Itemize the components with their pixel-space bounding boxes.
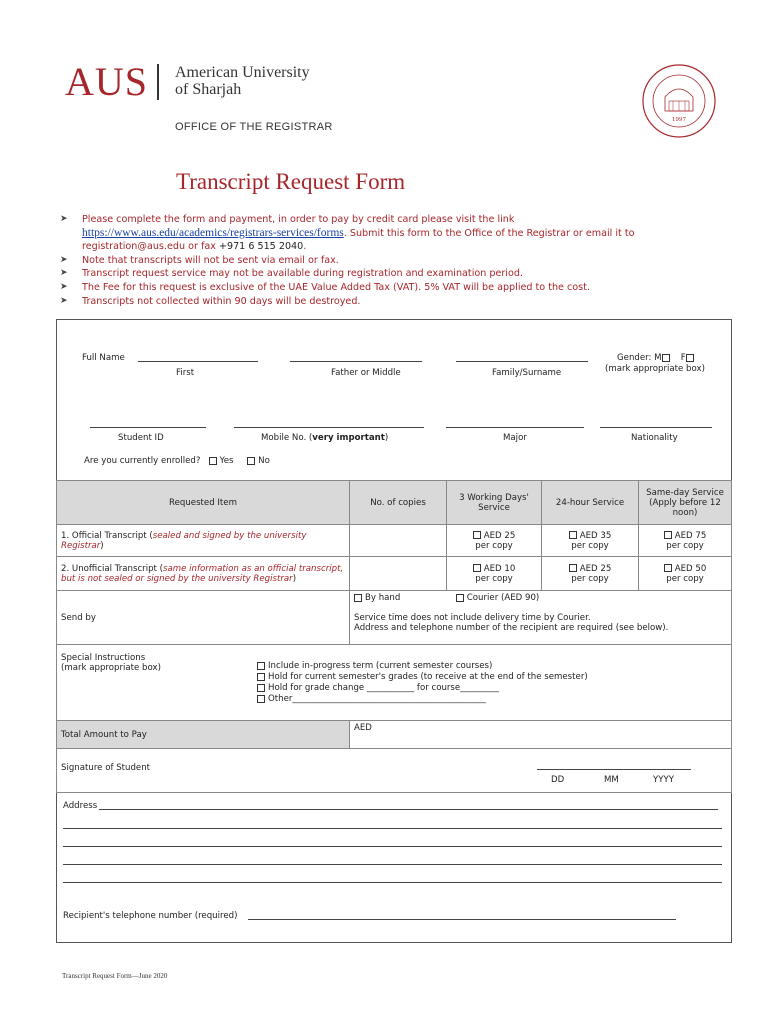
signature-row bbox=[57, 749, 732, 793]
option-label: Hold for grade change ___________ for course_________ bbox=[268, 683, 499, 693]
office-label: OFFICE OF THE REGISTRAR bbox=[175, 121, 333, 133]
special-options bbox=[257, 661, 588, 705]
aus-logo-text: AUS bbox=[65, 59, 149, 104]
arrow-bullet-icon: ➤ bbox=[60, 268, 68, 279]
option-in-progress[interactable] bbox=[257, 661, 588, 672]
address-field[interactable] bbox=[99, 809, 718, 810]
row-label: ) bbox=[100, 540, 104, 551]
major-field[interactable] bbox=[446, 427, 584, 428]
row-label: ) bbox=[292, 573, 297, 584]
send-note: Service time does not include delivery time by Courier. bbox=[354, 613, 591, 623]
date-field[interactable] bbox=[537, 769, 691, 770]
unofficial-24h-option[interactable] bbox=[542, 557, 639, 591]
header-same-day: Same-day Service (Apply before 12 noon) bbox=[639, 481, 732, 525]
send-by-label: Send by bbox=[57, 591, 350, 645]
total-row bbox=[57, 721, 732, 749]
send-by-row bbox=[57, 591, 732, 645]
checkbox[interactable] bbox=[473, 564, 481, 572]
unofficial-3day-option[interactable] bbox=[447, 557, 542, 591]
male-checkbox[interactable] bbox=[662, 354, 670, 362]
student-id-field[interactable] bbox=[90, 427, 206, 428]
checkbox[interactable] bbox=[664, 531, 672, 539]
address-line[interactable] bbox=[63, 828, 722, 829]
price: AED 10 bbox=[483, 563, 516, 574]
arrow-bullet-icon: ➤ bbox=[60, 281, 68, 292]
option-other[interactable] bbox=[257, 694, 588, 705]
instruction-item bbox=[60, 213, 720, 254]
university-seal-icon bbox=[641, 63, 717, 139]
mobile-field[interactable] bbox=[234, 427, 424, 428]
price: AED 75 bbox=[674, 530, 707, 541]
checkbox[interactable] bbox=[473, 531, 481, 539]
send-by-options bbox=[350, 591, 732, 645]
checkbox[interactable] bbox=[257, 673, 265, 681]
surname-field[interactable] bbox=[456, 361, 588, 362]
option-label: Include in-progress term (current semester courses) bbox=[268, 661, 493, 671]
arrow-bullet-icon: ➤ bbox=[60, 214, 68, 224]
instruction-text: Transcript request service may not be available during registration and examination period. bbox=[82, 268, 523, 280]
by-hand-label: By hand bbox=[365, 593, 401, 603]
courier-label: Courier (AED 90) bbox=[466, 593, 540, 603]
instruction-text: . Submit this form to the Office of the Registrar or email it to bbox=[343, 227, 635, 239]
first-name-field[interactable] bbox=[138, 361, 258, 362]
unofficial-copies-input[interactable] bbox=[350, 557, 447, 591]
option-label: Other_____________________________________________ bbox=[268, 694, 486, 704]
address-line[interactable] bbox=[63, 882, 722, 883]
instruction-text: registration@aus.edu or fax bbox=[82, 241, 219, 253]
checkbox[interactable] bbox=[569, 564, 577, 572]
header-copies: No. of copies bbox=[350, 481, 447, 525]
per-copy: per copy bbox=[571, 540, 609, 551]
instruction-text: . bbox=[303, 241, 307, 253]
instruction-text: Note that transcripts will not be sent via email or fax. bbox=[82, 254, 339, 266]
forms-link[interactable]: https://www.aus.edu/academics/registrars-services/forms bbox=[82, 226, 344, 239]
instruction-item bbox=[60, 254, 720, 268]
option-hold-grades[interactable] bbox=[257, 672, 588, 683]
instruction-item bbox=[60, 267, 720, 281]
footer-note: Transcript Request Form—June 2020 bbox=[62, 972, 168, 980]
university-name bbox=[175, 64, 310, 98]
father-label: Father or Middle bbox=[331, 368, 401, 378]
instructions-list bbox=[60, 213, 720, 308]
enrolled-label: Are you currently enrolled? bbox=[84, 456, 201, 466]
send-note: Address and telephone number of the recipient are required (see below). bbox=[354, 623, 669, 633]
price: AED 25 bbox=[483, 530, 516, 541]
special-instructions-cell bbox=[57, 645, 732, 721]
mobile-label-text: Mobile No. ( bbox=[261, 433, 313, 443]
instruction-text: Please complete the form and payment, in order to pay by credit card please visit the link bbox=[82, 214, 515, 225]
address-line[interactable] bbox=[63, 864, 722, 865]
special-hint: (mark appropriate box) bbox=[61, 663, 161, 673]
address-label: Address bbox=[63, 801, 98, 811]
header-requested-item: Requested Item bbox=[57, 481, 350, 525]
student-id-label: Student ID bbox=[118, 433, 164, 443]
request-table bbox=[56, 480, 732, 793]
price: AED 25 bbox=[579, 563, 612, 574]
unofficial-same-day-option[interactable] bbox=[639, 557, 732, 591]
gender-field bbox=[617, 353, 697, 363]
unofficial-transcript-label bbox=[57, 557, 350, 591]
signature-cell bbox=[57, 749, 732, 793]
mobile-emphasis: very important bbox=[312, 433, 385, 443]
official-24h-option[interactable] bbox=[542, 525, 639, 557]
total-label: Total Amount to Pay bbox=[57, 721, 350, 749]
nationality-field[interactable] bbox=[600, 427, 712, 428]
recipient-phone-field[interactable] bbox=[248, 919, 676, 920]
instruction-item bbox=[60, 295, 720, 309]
row-label: 2. Unofficial Transcript ( bbox=[61, 563, 163, 574]
university-name-line1: American University bbox=[175, 64, 310, 81]
checkbox[interactable] bbox=[257, 662, 265, 670]
option-grade-change[interactable] bbox=[257, 683, 588, 694]
instruction-text: The Fee for this request is exclusive of the UAE Value Added Tax (VAT). 5% VAT will be applied to the cost. bbox=[82, 281, 590, 293]
logo-divider bbox=[157, 64, 159, 100]
female-checkbox[interactable] bbox=[686, 354, 694, 362]
middle-name-field[interactable] bbox=[290, 361, 422, 362]
seal-year: 1997 bbox=[672, 117, 686, 123]
full-name-label: Full Name bbox=[82, 353, 125, 363]
checkbox[interactable] bbox=[257, 684, 265, 692]
official-3day-option[interactable] bbox=[447, 525, 542, 557]
yes-label: Yes bbox=[219, 456, 234, 466]
table-row bbox=[57, 557, 732, 591]
month-label: MM bbox=[604, 775, 619, 785]
row-label-note: sealed and signed by the university Registrar bbox=[61, 530, 307, 551]
official-transcript-label bbox=[57, 525, 350, 557]
official-copies-input[interactable] bbox=[350, 525, 447, 557]
signature-label: Signature of Student bbox=[61, 763, 151, 773]
address-line[interactable] bbox=[63, 846, 722, 847]
no-label: No bbox=[258, 456, 270, 466]
special-label: Special Instructions bbox=[61, 653, 146, 663]
mobile-label-text: ) bbox=[384, 433, 389, 443]
option-label: Hold for current semester's grades (to receive at the end of the semester) bbox=[268, 672, 588, 682]
header-3day: 3 Working Days' Service bbox=[447, 481, 542, 525]
instruction-item bbox=[60, 281, 720, 295]
per-copy: per copy bbox=[571, 573, 609, 584]
table-row bbox=[57, 525, 732, 557]
arrow-bullet-icon: ➤ bbox=[60, 254, 68, 265]
enrolled-no-checkbox[interactable] bbox=[247, 457, 255, 465]
first-label: First bbox=[176, 368, 195, 378]
arrow-bullet-icon: ➤ bbox=[60, 295, 68, 306]
nationality-label: Nationality bbox=[631, 433, 678, 443]
enrolled-question bbox=[84, 456, 270, 466]
row-label-note: same information as an official transcript, but is not sealed or signed by the university Registrar bbox=[61, 563, 344, 584]
table-header-row bbox=[57, 481, 732, 525]
female-label: F bbox=[680, 353, 686, 363]
per-copy: per copy bbox=[666, 573, 704, 584]
recipient-phone-label: Recipient's telephone number (required) bbox=[63, 911, 238, 921]
price: AED 35 bbox=[579, 530, 612, 541]
page-title: Transcript Request Form bbox=[176, 169, 406, 194]
per-copy: per copy bbox=[475, 573, 513, 584]
major-label: Major bbox=[503, 433, 527, 443]
instruction-text: Transcripts not collected within 90 days will be destroyed. bbox=[82, 295, 361, 307]
courier-checkbox[interactable] bbox=[456, 594, 464, 602]
by-hand-checkbox[interactable] bbox=[354, 594, 362, 602]
header-24hour: 24-hour Service bbox=[542, 481, 639, 525]
row-label: 1. Official Transcript ( bbox=[61, 530, 153, 541]
official-same-day-option[interactable] bbox=[639, 525, 732, 557]
per-copy: per copy bbox=[666, 540, 704, 551]
enrolled-yes-checkbox[interactable] bbox=[209, 457, 217, 465]
gender-label: Gender: M bbox=[617, 353, 662, 363]
checkbox[interactable] bbox=[664, 564, 672, 572]
checkbox[interactable] bbox=[257, 695, 265, 703]
gender-hint: (mark appropriate box) bbox=[605, 364, 705, 374]
family-label: Family/Surname bbox=[492, 368, 562, 378]
fax-number: +971 6 515 2040 bbox=[218, 241, 304, 253]
year-label: YYYY bbox=[653, 775, 674, 785]
price: AED 50 bbox=[674, 563, 707, 574]
mobile-label bbox=[261, 433, 388, 443]
special-instructions-row bbox=[57, 645, 732, 721]
total-amount-field[interactable] bbox=[350, 721, 732, 749]
university-name-line2: of Sharjah bbox=[175, 81, 242, 98]
currency-label: AED bbox=[354, 723, 372, 733]
checkbox[interactable] bbox=[569, 531, 577, 539]
per-copy: per copy bbox=[475, 540, 513, 551]
day-label: DD bbox=[551, 775, 565, 785]
